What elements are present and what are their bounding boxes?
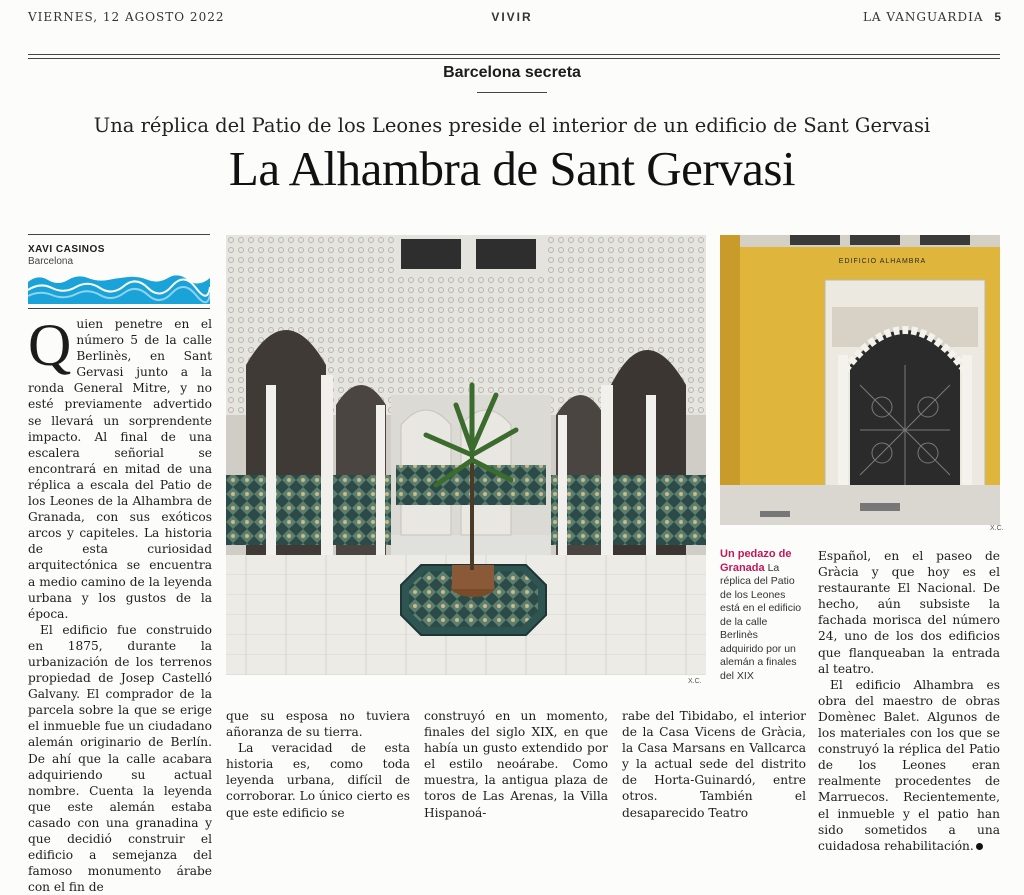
paragraph: Español, en el paseo de Gràcia y que hoy es el restaurante El Nacional. De hecho, aún subsiste la fachada morisca del número 24, uno de los dos edificios que flanqueaban la entrada al teatro. [818,549,1000,676]
paragraph: rabe del Tibidabo, el interior de la Casa Vicens de Gràcia, la Casa Marsans en Vallcarca y la actual sede del distrito de Horta-Guinardó, entre otros. También el desaparecido Teatro [622,709,806,820]
paragraph: El edificio Alhambra es obra del maestro de obras Domènec Balet. Algunos de los materiales con los que se construyó la réplica del Patio de los Leones eran realmente procedentes de Marruecos. Recientemente, el inmueble y el patio han sido sometidos a una cuidadosa rehabilitación. [818,677,1000,853]
headline: La Alhambra de Sant Gervasi [228,141,796,196]
header-publication: LA VANGUARDIA [862,10,984,24]
header-rule-2 [28,58,1000,59]
section-label: Barcelona secreta [443,64,581,81]
courtyard-photo [226,235,706,675]
header-date: VIERNES, 12 AGOSTO 2022 [28,10,225,24]
column-3 [424,708,608,821]
column-1 [28,312,212,895]
facade-photo [720,235,1000,525]
page-number: 5 [994,10,1002,24]
subhead: Una réplica del Patio de los Leones preside el interior de un edificio de Sant Gervasi [93,114,931,137]
paragraph: La veracidad de esta historia es, como toda leyenda urbana, difícil de corroborar. Lo único cierto es que este edificio se [226,741,410,820]
header-rule [28,54,1000,55]
header-section: VIVIR [491,10,533,24]
facade-sign: EDIFICIO ALHAMBRA [838,258,927,265]
byline-rule-bottom [28,308,210,309]
caption-lead: Un pedazo de Granada [720,548,792,574]
paragraph: construyó en un momento, finales del siglo XIX, en que había un gusto extendido por el estilo neoárabe. Como muestra, la antigua plaza de toros de Las Arenas, la Villa Hispanoá- [424,709,608,820]
author: XAVI CASINOS [28,244,105,255]
caption-text: La réplica del Patio de los Leones está en el edificio de la calle Berlinès adquirido por un alemán a finales del XIX [720,561,802,682]
drop-cap: Q [28,312,72,378]
section-underline [477,92,547,93]
end-mark-icon [976,843,983,850]
location: Barcelona [28,256,74,267]
header-publication-group [863,10,1002,24]
photo-credit: X.C. [688,678,702,685]
wave-icon [28,268,210,304]
column-5 [818,548,1000,854]
paragraph: que su esposa no tuviera añoranza de su tierra. [226,709,410,740]
paragraph: uien penetre en el número 5 de la calle Berlinès, en Sant Gervasi junto a la ronda General Mitre, y no esté previamente advertido se llevará un sorprendente impacto. Al final de una escalera señorial se encontrará en mitad de una réplica a escala del Patio de los Leones de la Alhambra de Granada, con sus exóticos arcos y capiteles. La historia de esta curiosidad arquitectónica se encuentra a medio camino de la leyenda urbana y los gustos de la época. [28,317,212,621]
byline-rule [28,234,210,235]
column-2 [226,708,410,821]
photo-caption [720,548,802,683]
photo-credit: X.C. [990,525,1004,532]
paragraph: El edificio fue construido en 1875, durante la urbanización de los terrenos propiedad de Josep Castelló Galvany. El comprador de la parcela sobre la que se erige el inmueble fue un ciudadano alemán originario de Berlín. De ahí que la calle acabara adquiriendo su actual nombre. Cuenta la leyenda que este alemán estaba casado con una granadina y que decidió construir el edificio a semejanza del famoso monumento árabe con el fin de [28,622,212,895]
column-4 [622,708,806,821]
